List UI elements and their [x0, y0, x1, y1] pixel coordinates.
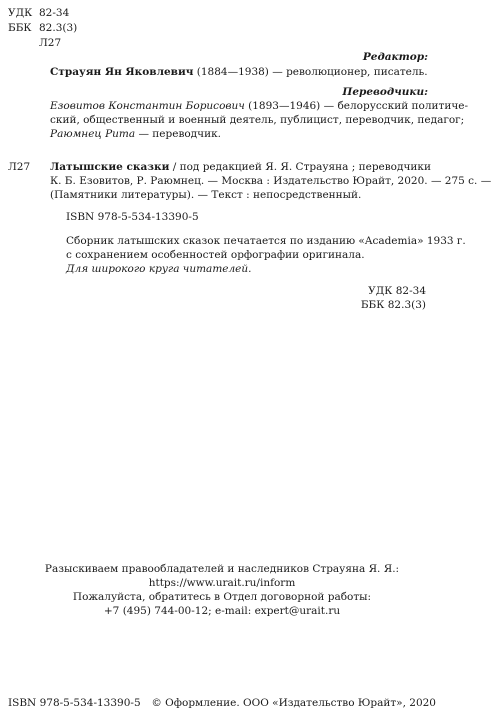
editor-name: Страуян Ян Яковлевич [50, 66, 194, 78]
bbk-label: ББК [8, 22, 32, 34]
audience-note: Для широкого круга читателей. [66, 263, 252, 275]
translator-1-name: Езовитов Константин Борисович [50, 100, 245, 112]
editor-desc: (1884—1938) — революционер, писатель. [193, 66, 428, 78]
rights-notice [0, 562, 444, 618]
translator-2-name: Раюмнец Рита [50, 128, 136, 140]
annotation-line-1: Сборник латышских сказок печатается по изданию «Academia» 1933 г. [66, 235, 466, 247]
bibliographic-record [50, 160, 491, 202]
rights-contact: +7 (495) 744-00-12; e-mail: expert@urait.ru [103, 605, 341, 617]
translators-block [50, 99, 469, 141]
footer-copyright: © Оформление. ООО «Издательство Юрайт», 2020 [151, 697, 436, 709]
record-line-2: К. Б. Езовитов, Р. Раюмнец. — Москва : Издательство Юрайт, 2020. — 275 с. — [50, 175, 491, 187]
editor-heading: Редактор: [362, 51, 428, 63]
udk-value: 82-34 [39, 7, 70, 19]
bbk-value: 82.3(3) [39, 22, 78, 34]
translator-1-line2: ский, общественный и военный деятель, публицист, переводчик, педагог; [50, 114, 465, 126]
annotation [66, 234, 466, 276]
udk-right-block [250, 284, 426, 312]
udk-block [8, 6, 77, 51]
bbk-right: ББК 82.3(3) [360, 299, 426, 311]
book-title: Латышские сказки [50, 161, 170, 173]
author-mark: Л27 [39, 37, 62, 49]
udk-label: УДК [8, 7, 33, 19]
editor-line [50, 65, 428, 79]
translators-heading: Переводчики: [342, 86, 428, 98]
record-mark: Л27 [8, 161, 31, 173]
record-line-1: Латышские сказки / под редакцией Я. Я. Страуяна ; переводчики [50, 161, 431, 173]
udk-right: УДК 82-34 [368, 285, 426, 297]
record-isbn: ISBN 978-5-534-13390-5 [66, 211, 199, 223]
translator-1-line1: Езовитов Константин Борисович (1893—1946) — белорусский политиче- [50, 100, 469, 112]
rights-url[interactable]: https://www.urait.ru/inform [148, 577, 296, 589]
translator-2-line: Раюмнец Рита — переводчик. [50, 128, 221, 140]
annotation-line-2: с сохранением особенностей орфографии оригинала. [66, 249, 365, 261]
footer-isbn: ISBN 978-5-534-13390-5 [8, 697, 141, 709]
rights-line-3: Пожалуйста, обратитесь в Отдел договорной работы: [72, 591, 372, 603]
record-line-3: (Памятники литературы). — Текст : непосредственный. [50, 189, 362, 201]
rights-line-1: Разыскиваем правообладателей и наследников Страуяна Я. Я.: [44, 563, 400, 575]
